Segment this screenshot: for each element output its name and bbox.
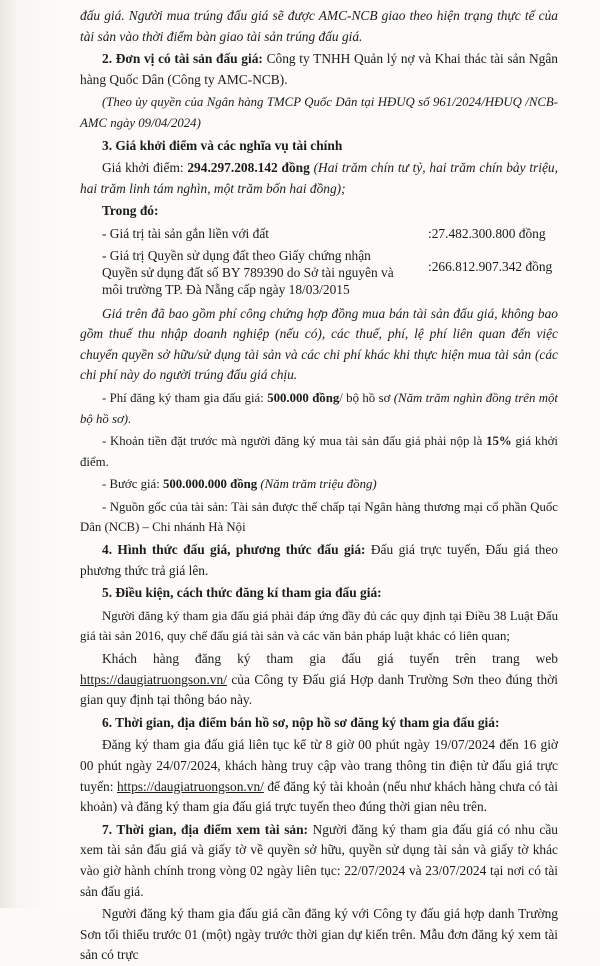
section-6-text-b: để đăng ký tài khoản (nếu như khách hàng chưa có tài khoản) và đăng ký tham gia đấu giá trực tuyến theo đúng thời gian nêu trên.: [80, 778, 558, 815]
para-continuation: [80, 6, 558, 47]
section-5-heading: 5. Điều kiện, cách thức đăng kí tham gia đấu giá:: [102, 585, 382, 601]
fee-label: - Phí đăng ký tham gia đấu giá:: [102, 390, 268, 405]
price-item-2-value: :266.812.907.342 đồng: [428, 258, 553, 274]
price-item-1-label: - Giá trị tài sản gắn liền với đất: [102, 225, 269, 241]
section-5-p2: [80, 649, 558, 711]
section-2-body: Công ty TNHH Quản lý nợ và Khai thác tài sản Ngân hàng Quốc Dân (Công ty AMC-NCB).: [80, 51, 558, 87]
section-7-p1: Người đăng ký tham gia đấu giá có nhu cầu xem tài sản đấu giá và giấy tờ về quyền sở hữu, quyền sử dụng tài sản và giấy tờ khác vào giờ hành chính trong vòng 02 ngày liên tục: 22/07/2024 và 23/07/2024 tại nơi có tài sản đấu giá.: [80, 821, 558, 899]
section-3-heading: 3. Giá khởi điểm và các nghĩa vụ tài chính: [102, 137, 343, 153]
price-item-2-label: - Giá trị Quyền sử dụng đất theo Giấy chứng nhận Quyền sử dụng đất số BY 789390 do Sở tài nguyên và môi trường TP. Đà Nẵng cấp ngày 18/03/2015: [102, 247, 394, 297]
registration-fee: [80, 388, 558, 429]
start-price-label: Giá khởi điểm:: [102, 160, 188, 176]
section-5-p2-b: của Công ty Đấu giá Hợp danh Trường Sơn theo đúng thời gian quy định tại thông báo này.: [80, 671, 558, 708]
step-label: - Bước giá:: [102, 477, 163, 492]
in-which-label: Trong đó:: [102, 203, 159, 219]
fee-value: 500.000 đồng: [267, 390, 340, 405]
start-price-words: (Hai trăm chín tư tỷ, hai trăm chín bảy triệu, hai trăm linh tám nghìn, một trăm bốn hai đồng);: [80, 160, 558, 196]
price-step: [80, 474, 558, 495]
fee-words: (Năm trăm nghìn đồng trên một bộ hồ sơ).: [80, 390, 558, 426]
price-note: Giá trên đã bao gồm phí công chứng hợp đồng mua bán tài sản đấu giá, không bao gồm thuế thu nhập doanh nghiệp (nếu có), các thuế, phí, lệ phí liên quan đến việc chuyển quyền sở hữu/sử dụng tài sản và các chi phí khác khi thực hiện mua tài sản (các chi phí này do người trúng đấu giá chịu.: [80, 305, 558, 383]
section-7: [80, 820, 558, 902]
section-4-heading: 4. Hình thức đấu giá, phương thức đấu giá:: [102, 542, 366, 558]
registration-website-link[interactable]: https://daugiatruongson.vn/: [116, 778, 264, 794]
section-2: [80, 49, 558, 90]
deposit-text-a: - Khoản tiền đặt trước mà người đăng ký mua tài sản đấu giá phải nộp là: [102, 434, 487, 449]
price-item-2: [80, 247, 558, 298]
start-price-value: 294.297.208.142 đồng: [187, 160, 310, 176]
section-7-heading: 7. Thời gian, địa điểm xem tài sản:: [102, 821, 309, 837]
price-item-1: [80, 224, 558, 245]
section-6-body: [80, 735, 558, 817]
auction-website-link[interactable]: https://daugiatruongson.vn/: [80, 671, 227, 687]
section-6-text-a: Đăng ký tham gia đấu giá liên tục kể từ 8 giờ 00 phút ngày 19/07/2024 đến 16 giờ 00 phút ngày 24/07/2024, khách hàng truy cập vào trang thông tin điện tử đấu giá trực tuyến:: [80, 737, 558, 794]
para-continuation-text: đấu giá. Người mua trúng đấu giá sẽ được AMC-NCB giao theo hiện trạng thực tế của tài sản vào thời điểm bàn giao tài sản trúng đấu giá.: [80, 8, 558, 44]
section-6-heading: 6. Thời gian, địa điểm bán hồ sơ, nộp hồ sơ đăng ký tham gia đấu giá:: [102, 714, 500, 730]
step-value: 500.000.000 đồng: [162, 477, 258, 492]
section-2-heading: 2. Đơn vị có tài sản đấu giá:: [102, 51, 263, 67]
deposit-text-b: giá khởi điểm.: [80, 434, 558, 469]
section-4: [80, 540, 558, 581]
deposit-percent: 15%: [486, 434, 512, 449]
section-5-p2-a: Khách hàng đăng ký tham gia đấu giá tuyến trên trang web: [102, 651, 558, 667]
section-2-note: (Theo ủy quyền của Ngân hàng TMCP Quốc Dân tại HĐUQ số 961/2024/HĐUQ /NCB-AMC ngày 09/04/2024): [80, 95, 558, 130]
fee-unit: / bộ hồ sơ: [339, 390, 394, 405]
section-4-body: Đấu giá trực tuyến, Đấu giá theo phương thức trả giá lên.: [80, 542, 558, 578]
section-7-p2: Người đăng ký tham gia đấu giá cần đăng ký với Công ty đấu giá hợp danh Trường Sơn tối thiểu trước 01 (một) ngày trước thời gian dự kiến trên. Mẫu đơn đăng ký xem tài sản có trực: [80, 906, 558, 963]
start-price: [80, 158, 558, 199]
step-words: (Năm trăm triệu đồng): [257, 477, 377, 492]
price-item-1-value: :27.482.300.800 đồng: [428, 225, 546, 241]
deposit: [80, 431, 558, 472]
asset-origin: - Nguồn gốc của tài sản: Tài sản được thế chấp tại Ngân hàng thương mại cổ phần Quốc Dân (NCB) – Chi nhánh Hà Nội: [80, 499, 558, 535]
section-5-p1: Người đăng ký tham gia đấu giá phải đáp ứng đầy đủ các quy định tại Điều 38 Luật Đấu giá tài sản 2016, quy chế đấu giá tài sản và các văn bản pháp luật khác có liên quan;: [80, 608, 558, 644]
